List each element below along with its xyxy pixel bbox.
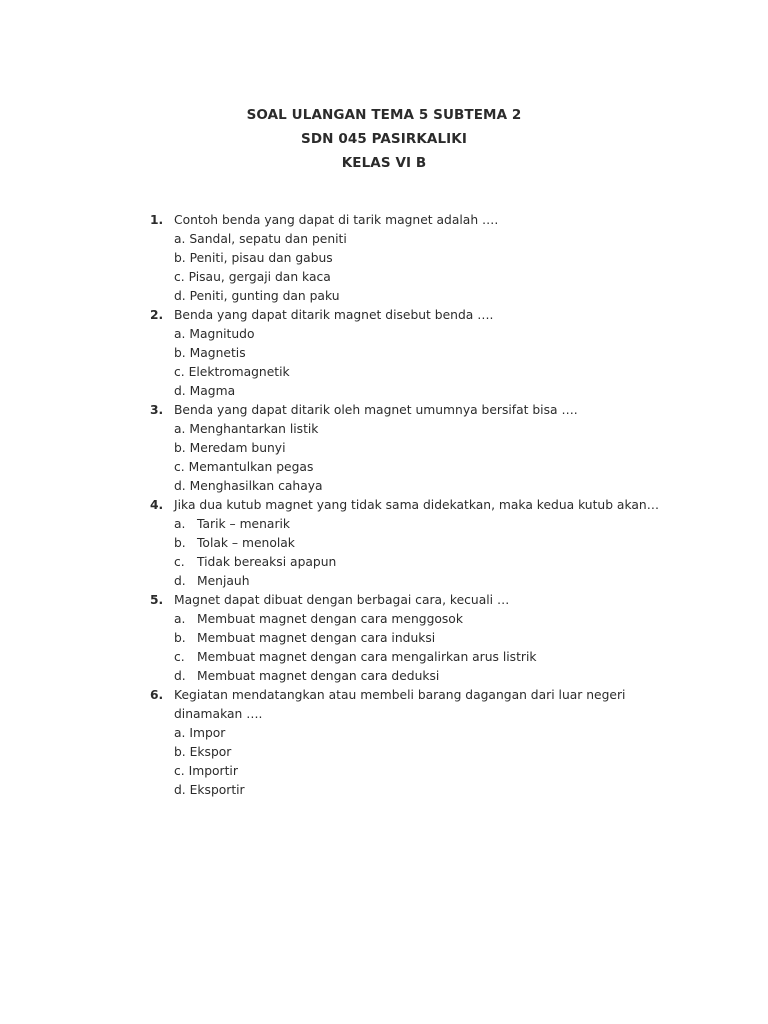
option-text: Peniti, pisau dan gabus xyxy=(189,251,333,265)
question-text: Contoh benda yang dapat di tarik magnet adalah …. xyxy=(174,213,499,227)
option-letter: a. xyxy=(174,726,186,740)
answer-option-d xyxy=(174,781,768,800)
option-letter: b. xyxy=(174,536,186,550)
answer-option-a xyxy=(174,724,768,743)
option-letter: a. xyxy=(174,612,186,626)
question-number: 2. xyxy=(150,308,164,322)
option-letter: b. xyxy=(174,251,186,265)
option-letter: d. xyxy=(174,289,186,303)
option-letter: a. xyxy=(174,327,186,341)
option-letter: c. xyxy=(174,460,185,474)
option-text: Elektromagnetik xyxy=(188,365,290,379)
document-header xyxy=(0,103,768,175)
question-4 xyxy=(0,496,768,591)
option-letter: b. xyxy=(174,631,186,645)
option-text: Membuat magnet dengan cara mengalirkan arus listrik xyxy=(197,650,537,664)
question-3 xyxy=(0,401,768,496)
answer-option-c xyxy=(174,268,768,287)
answer-option-c xyxy=(174,762,768,781)
option-text: Magnitudo xyxy=(189,327,255,341)
question-number: 4. xyxy=(150,498,164,512)
answer-option-d xyxy=(174,572,768,591)
option-text: Peniti, gunting dan paku xyxy=(189,289,340,303)
answer-option-b xyxy=(174,629,768,648)
option-letter: b. xyxy=(174,745,186,759)
option-text: Eksportir xyxy=(189,783,245,797)
question-text: Benda yang dapat ditarik magnet disebut benda …. xyxy=(174,308,494,322)
answer-option-c xyxy=(174,553,768,572)
answer-option-b xyxy=(174,534,768,553)
answer-option-d xyxy=(174,477,768,496)
question-list xyxy=(0,211,768,800)
option-letter: d. xyxy=(174,783,186,797)
answer-option-a xyxy=(174,325,768,344)
answer-option-a xyxy=(174,420,768,439)
option-letter: b. xyxy=(174,346,186,360)
option-text: Menjauh xyxy=(197,574,250,588)
option-letter: d. xyxy=(174,669,186,683)
answer-option-b xyxy=(174,249,768,268)
question-text: Magnet dapat dibuat dengan berbagai cara, kecuali … xyxy=(174,593,510,607)
option-letter: d. xyxy=(174,479,186,493)
answer-option-d xyxy=(174,287,768,306)
answer-option-c xyxy=(174,648,768,667)
option-text: Membuat magnet dengan cara induksi xyxy=(197,631,436,645)
question-text: Kegiatan mendatangkan atau membeli barang dagangan dari luar negeri dinamakan …. xyxy=(174,688,626,721)
question-text: Benda yang dapat ditarik oleh magnet umumnya bersifat bisa …. xyxy=(174,403,578,417)
option-text: Impor xyxy=(189,726,226,740)
question-1 xyxy=(0,211,768,306)
answer-option-b xyxy=(174,344,768,363)
option-letter: c. xyxy=(174,650,185,664)
question-number: 1. xyxy=(150,213,164,227)
option-text: Magma xyxy=(189,384,236,398)
question-number: 6. xyxy=(150,688,164,702)
answer-option-c xyxy=(174,458,768,477)
option-text: Tarik – menarik xyxy=(197,517,291,531)
option-letter: d. xyxy=(174,384,186,398)
question-number: 3. xyxy=(150,403,164,417)
option-text: Tidak bereaksi apapun xyxy=(197,555,337,569)
question-number: 5. xyxy=(150,593,164,607)
option-text: Importir xyxy=(188,764,238,778)
option-letter: c. xyxy=(174,270,185,284)
answer-option-b xyxy=(174,743,768,762)
question-2 xyxy=(0,306,768,401)
question-6 xyxy=(0,686,768,800)
option-letter: a. xyxy=(174,232,186,246)
option-text: Membuat magnet dengan cara menggosok xyxy=(197,612,463,626)
option-letter: a. xyxy=(174,422,186,436)
header-title: SOAL ULANGAN TEMA 5 SUBTEMA 2 xyxy=(246,107,522,123)
option-letter: c. xyxy=(174,764,185,778)
option-text: Membuat magnet dengan cara deduksi xyxy=(197,669,440,683)
option-text: Menghantarkan listik xyxy=(189,422,319,436)
option-letter: b. xyxy=(174,441,186,455)
option-letter: d. xyxy=(174,574,186,588)
option-text: Memantulkan pegas xyxy=(188,460,314,474)
option-text: Sandal, sepatu dan peniti xyxy=(189,232,347,246)
header-school: SDN 045 PASIRKALIKI xyxy=(301,131,467,147)
option-text: Ekspor xyxy=(189,745,232,759)
option-text: Menghasilkan cahaya xyxy=(189,479,323,493)
answer-option-a xyxy=(174,515,768,534)
option-text: Tolak – menolak xyxy=(197,536,295,550)
option-letter: c. xyxy=(174,555,185,569)
answer-option-d xyxy=(174,382,768,401)
option-text: Meredam bunyi xyxy=(189,441,286,455)
question-text: Jika dua kutub magnet yang tidak sama didekatkan, maka kedua kutub akan… xyxy=(174,498,659,512)
question-5 xyxy=(0,591,768,686)
answer-option-a xyxy=(174,610,768,629)
answer-option-b xyxy=(174,439,768,458)
answer-option-c xyxy=(174,363,768,382)
answer-option-a xyxy=(174,230,768,249)
option-text: Magnetis xyxy=(189,346,246,360)
option-letter: a. xyxy=(174,517,186,531)
answer-option-d xyxy=(174,667,768,686)
option-text: Pisau, gergaji dan kaca xyxy=(188,270,331,284)
header-class: KELAS VI B xyxy=(341,155,427,171)
option-letter: c. xyxy=(174,365,185,379)
